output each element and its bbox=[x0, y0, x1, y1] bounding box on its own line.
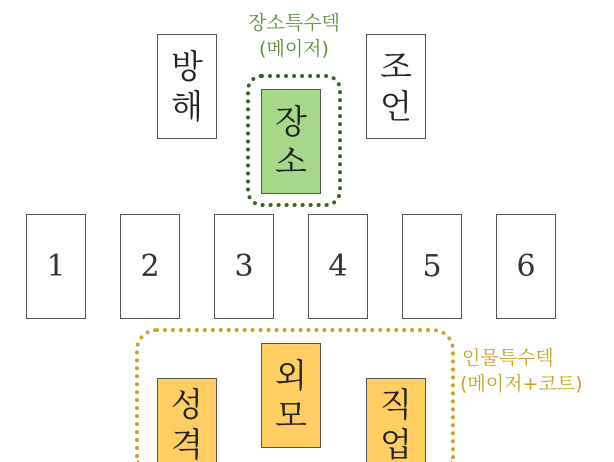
number-card-1-label: 1 bbox=[46, 249, 66, 284]
place-char-1: 장 bbox=[275, 101, 307, 141]
number-card-3-label: 3 bbox=[234, 249, 254, 284]
number-card-2 bbox=[120, 214, 180, 319]
appearance-char-1: 외 bbox=[275, 355, 307, 395]
appearance-card bbox=[261, 343, 321, 448]
obstacle-char-1: 방 bbox=[171, 46, 203, 86]
number-card-5-label: 5 bbox=[422, 249, 442, 284]
job-char-2: 업 bbox=[380, 425, 412, 462]
personality-card bbox=[157, 378, 217, 462]
number-card-3 bbox=[214, 214, 274, 319]
obstacle-card bbox=[157, 34, 217, 139]
person-deck-title: 인물특수덱 bbox=[462, 347, 554, 369]
obstacle-char-2: 해 bbox=[171, 86, 203, 126]
advice-char-2: 언 bbox=[380, 86, 412, 126]
number-card-6-label: 6 bbox=[516, 249, 536, 284]
advice-card bbox=[366, 34, 426, 139]
number-card-6 bbox=[496, 214, 556, 319]
person-deck-subtitle: (메이저+코트) bbox=[460, 373, 583, 395]
number-card-5 bbox=[402, 214, 462, 319]
place-deck-subtitle: (메이저) bbox=[259, 38, 329, 60]
personality-char-1: 성 bbox=[171, 385, 203, 424]
place-deck-title: 장소특수덱 bbox=[248, 12, 340, 34]
personality-char-2: 격 bbox=[171, 425, 203, 462]
appearance-char-2: 모 bbox=[275, 395, 307, 435]
place-card bbox=[261, 89, 321, 194]
advice-char-1: 조 bbox=[380, 46, 412, 86]
job-card bbox=[366, 378, 426, 462]
number-card-4 bbox=[308, 214, 368, 319]
number-card-1 bbox=[26, 214, 86, 319]
place-deck-caption bbox=[214, 10, 374, 62]
job-char-1: 직 bbox=[380, 385, 412, 424]
person-deck-caption bbox=[460, 345, 610, 397]
number-card-4-label: 4 bbox=[328, 249, 348, 284]
number-card-2-label: 2 bbox=[140, 249, 160, 284]
place-char-2: 소 bbox=[275, 141, 307, 181]
